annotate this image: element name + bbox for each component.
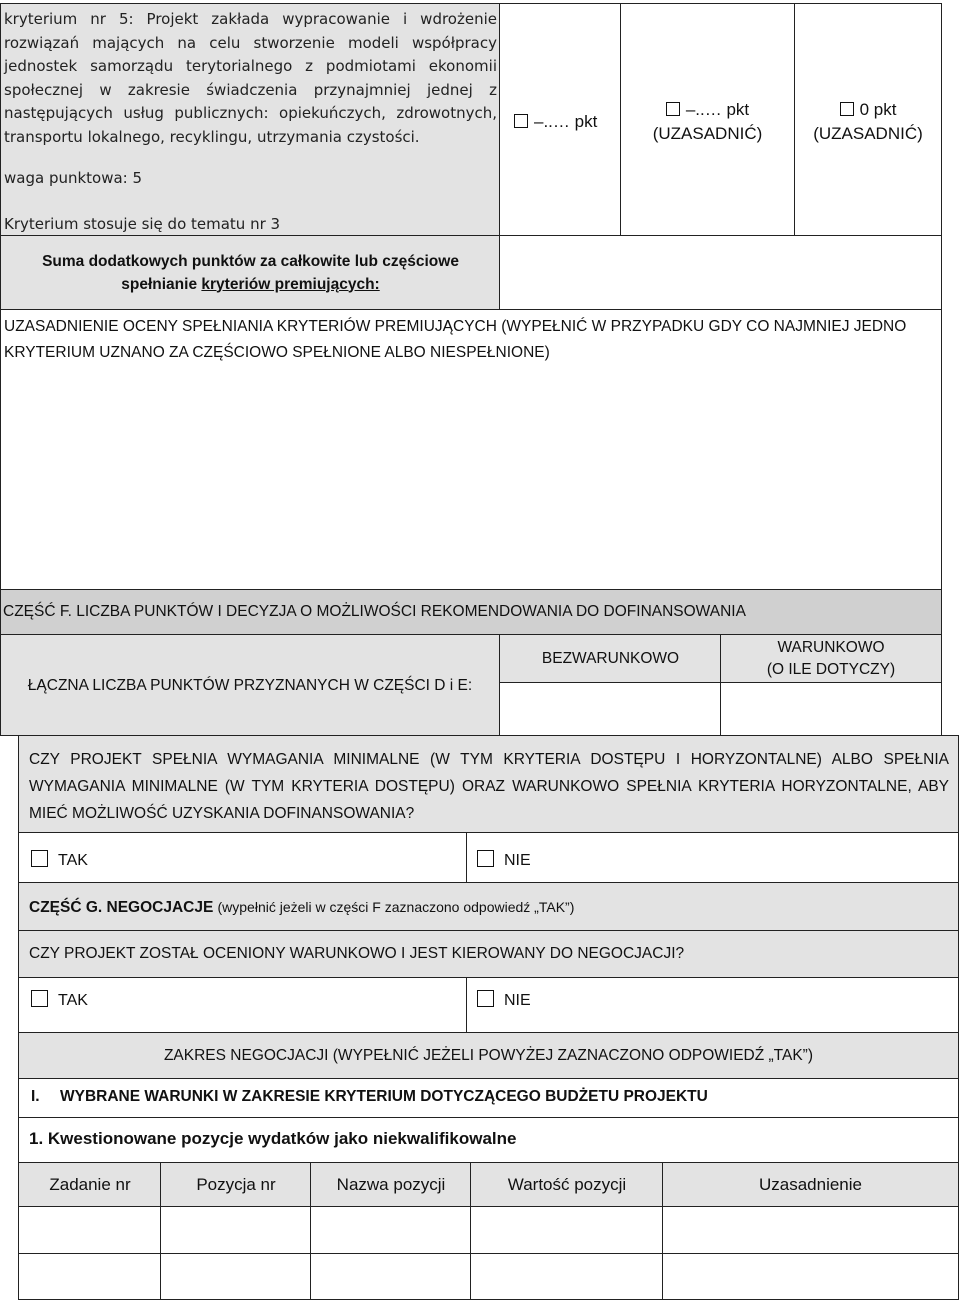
part-g-heading: CZĘŚĆ G. NEGOCJACJE (wypełnić jeżeli w części F zaznaczono odpowiedź „TAK”) [29,899,575,916]
table-cell-position-number[interactable] [160,1253,311,1300]
table-cell-position-number[interactable] [160,1206,311,1254]
table-cell-task-number[interactable] [18,1253,161,1300]
part-f-heading: CZĘŚĆ F. LICZBA PUNKTÓW I DECYZJA O MOŻLIWOŚCI REKOMENDOWANIA DO DOFINANSOWANIA [3,603,746,620]
sum-value-field[interactable] [499,235,942,310]
table-header-justification: Uzasadnienie [662,1162,959,1207]
option-zero[interactable]: 0 pkt (UZASADNIĆ) [813,100,923,143]
criterion-topic: Kryterium stosuje się do tematu nr 3 [4,215,281,233]
negotiation-yes-cell [18,977,467,1033]
answer-no-cell [466,832,959,883]
justification-heading: UZASADNIENIE OCENY SPEŁNIANIA KRYTERIÓW PREMIUJĄCYCH (WYPEŁNIĆ W PRZYPADKU GDY CO NAJMNIEJ JEDNO KRYTERIUM UZNANO ZA CZĘŚCIOWO SPEŁNIONE ALBO NIESPEŁNIONE) [4,318,907,361]
answer-no[interactable]: NIE [477,850,531,870]
checkbox-icon[interactable] [477,850,494,867]
table-cell-position-name[interactable] [310,1253,471,1300]
checkbox-icon[interactable] [514,114,528,128]
criterion-description-cell [0,3,500,236]
part-g-heading-cell [18,882,959,931]
negotiation-no-cell [466,977,959,1033]
budget-section-cell [18,1078,959,1118]
table-header-position-name: Nazwa pozycji [310,1162,471,1207]
checkbox-icon[interactable] [666,102,680,116]
table-cell-task-number[interactable] [18,1206,161,1254]
negotiation-no[interactable]: NIE [477,990,531,1010]
negotiation-scope-cell [18,1032,959,1079]
table-header-position-value: Wartość pozycji [470,1162,663,1207]
checkbox-icon[interactable] [477,990,494,1007]
justification-field[interactable] [0,309,942,590]
sum-label-line2: spełnianie kryteriów premiujących: [121,275,380,293]
option-points-cell [499,3,621,236]
conditional-value-field[interactable] [720,682,942,736]
total-points-label-cell [0,634,500,736]
checkbox-icon[interactable] [31,990,48,1007]
option-partial[interactable]: –..… pkt (UZASADNIĆ) [652,100,763,143]
criterion-weight: waga punktowa: 5 [4,169,143,187]
unconditional-header: BEZWARUNKOWO [499,634,721,683]
sum-label-line1: Suma dodatkowych punktów za całkowite lub częściowe [42,252,459,270]
checkbox-icon[interactable] [840,102,854,116]
table-header-task-number: Zadanie nr [18,1162,161,1207]
total-points-label: ŁĄCZNA LICZBA PUNKTÓW PRZYZNANYCH W CZĘŚCI D i E: [27,677,473,694]
budget-section-title: I. WYBRANE WARUNKI W ZAKRESIE KRYTERIUM DOTYCZĄCEGO BUDŻETU PROJEKTU [31,1088,708,1105]
questioned-items-title: 1. Kwestionowane pozycje wydatków jako niekwalifikowalne [29,1129,517,1148]
table-cell-justification[interactable] [662,1206,959,1254]
conditional-header: WARUNKOWO (O ILE DOTYCZY) [720,634,942,683]
table-cell-position-name[interactable] [310,1206,471,1254]
criterion-description: kryterium nr 5: Projekt zakłada wypracowanie i wdrożenie rozwiązań mających na celu stworzenie modeli współpracy jednostek samorządu terytorialnego z podmiotami ekonomii społecznej w zakresie świadczenia przynajmniej jednej z następujących usług publicznych: opiekuńczych, zdrowotnych, transportu lokalnego, recyklingu, utrzymania czystości. [4,10,497,146]
part-f-heading-cell [0,589,942,635]
checkbox-icon[interactable] [31,850,48,867]
questioned-items-cell [18,1117,959,1163]
negotiation-question-cell [18,930,959,978]
sum-label-cell [0,235,500,310]
negotiation-yes[interactable]: TAK [31,990,88,1010]
minimum-requirements-question-cell [18,735,959,833]
unconditional-value-field[interactable] [499,682,721,736]
option-partial-cell [620,3,795,236]
table-cell-justification[interactable] [662,1253,959,1300]
table-header-position-number: Pozycja nr [160,1162,311,1207]
option-points[interactable]: –..… pkt [514,112,597,132]
negotiation-question: CZY PROJEKT ZOSTAŁ OCENIONY WARUNKOWO I JEST KIEROWANY DO NEGOCJACJI? [29,945,685,962]
minimum-requirements-question: CZY PROJEKT SPEŁNIA WYMAGANIA MINIMALNE (W TYM KRYTERIA DOSTĘPU I HORYZONTALNE) ALBO SPEŁNIA WYMAGANIA MINIMALNE (W TYM KRYTERIA DOSTĘPU) ORAZ WARUNKOWO SPEŁNIA KRYTERIA HORYZONTALNE, ABY MIEĆ MOŻLIWOŚĆ UZYSKANIA DOFINANSOWANIA? [29,751,949,822]
table-cell-position-value[interactable] [470,1206,663,1254]
answer-yes[interactable]: TAK [31,850,88,870]
negotiation-scope: ZAKRES NEGOCJACJI (WYPEŁNIĆ JEŻELI POWYŻEJ ZAZNACZONO ODPOWIEDŹ „TAK”) [163,1047,814,1064]
answer-yes-cell [18,832,467,883]
table-cell-position-value[interactable] [470,1253,663,1300]
option-zero-cell [794,3,942,236]
